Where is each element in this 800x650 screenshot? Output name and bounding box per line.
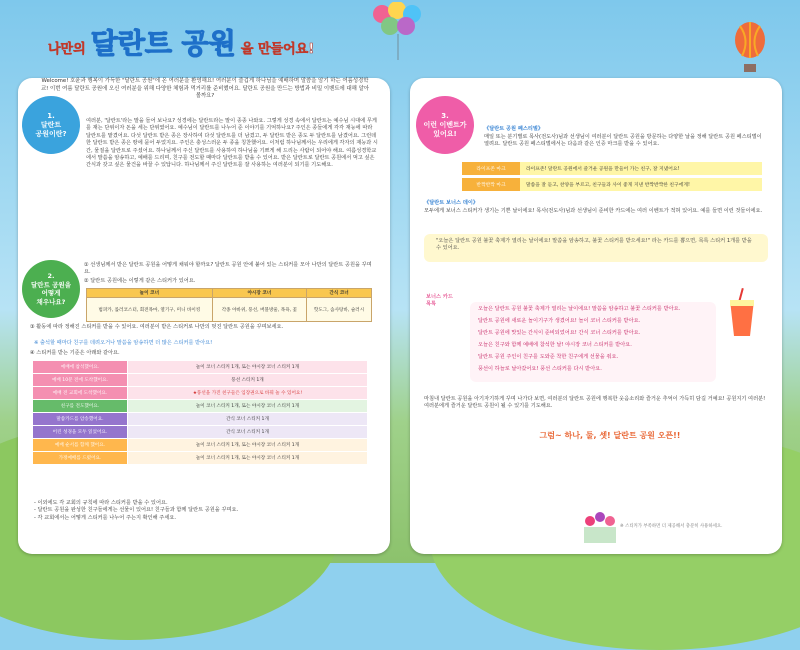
sticker-cell: 범퍼카, 롤러코스터, 회전목마, 열기구, 미니 바이킹 [87,298,213,322]
section2-p4: ④ 스티커를 받는 기준은 아래와 같아요. [30,350,120,356]
balloons-icon [370,2,430,62]
section1-num: 1. [47,111,55,120]
title-prefix: 나만의 [48,42,86,57]
sticker-header: 야시장 코너 [212,289,306,298]
stamp-key: 반짝반짝 마크 [462,178,520,191]
quote-text: "오늘은 달란트 공원 불꽃 축제가 열리는 날이에요! 말씀을 암송하고, 불꽃 스티커를 받으세요!" 라는 카드를 뽑으면, 목록 스티커 1개를 받을 수 있어요. [436,238,752,252]
title-suffix: 을 만들어요! [240,42,315,57]
section3-title: 이런 이벤트가 있어요! [423,120,467,138]
closing-text: 마침내 달란트 공원을 아기자기하게 꾸며 나가다 보면, 여러분의 달란트 공원에 행복한 웃음소리와 즐거운 추억이 가득히 담길 거예요! 공원지기 여러분! 여러분에게 즐거운 달란트 공원이 될 수 있기를 기도해요. [424,396,766,410]
schedule-key: 말씀카드를 암송했어요. [33,413,128,426]
sticker-schedule [32,360,368,465]
festival-heading: 《달란트 공원 페스티벌》 [484,126,544,132]
stamp-row [462,178,762,191]
schedule-key: 어린 성경을 모두 읽었어요. [33,426,128,439]
schedule-key: 예배에 참석했어요. [33,361,128,374]
schedule-value: 놀이 코너 스티커 1개, 또는 야시장 코너 스티커 1개 [128,400,368,413]
sticker-cell: 각종 야바위, 풍선, 버블방울, 목욕, 꽃 [212,298,306,322]
page-title [48,22,314,62]
schedule-value: 간식 코너 스티커 1개 [128,413,368,426]
sticker-header: 간식 코너 [307,289,372,298]
bonus-body: 모두에게 보너스 스티커가 생기는 기쁜 날이에요! 목사(전도사)님과 선생님이 준비한 카드에는 여러 이벤트가 적혀 있어요. 예를 들면 이런 것들이에요. [424,208,763,214]
bonus-card-item: 오늘은 달란트 공원 불꽃 축제가 열리는 날이에요! 말씀을 암송하고 불꽃 스티커를 받아요. [478,306,681,312]
section1-title: 달란트 공원이란? [35,120,67,138]
bonus-card-item: 달란트 공원에 맛있는 간식이 준비되었어요! 간식 코너 스티커를 받아요. [478,330,641,336]
schedule-value: 풍선 스티커 1개 [128,374,368,387]
footnote: ※ 스티커가 부족하면 더 제공해서 충분히 사용하세요. [620,524,723,529]
section2-p3: ③ 활동에 따라 정해진 스티커를 받을 수 있어요. 여러분이 받은 스티커로 나만의 멋진 달란트 공원을 꾸며보세요. [30,324,284,330]
schedule-value: 놀이 코너 스티커 1개, 또는 야시장 코너 스티커 1개 [128,361,368,374]
welcome-text: Welcome! 호윤과 행복이 가득한 "달란트 공원"에 온 여러분을 환영해요! 여러분이 즐겁게 하나님을 예배하며 말씀을 암기 하는 여름성경학교! 이번 여름 달란트 공원에 오신 여러분을 위해 다양한 체험과 먹거리를 준비했어요. 달란트 공원을 만드는 방법과 비밀 이벤트에 대해 알아볼까요? [40,78,370,100]
bonus-heading: 《달란트 보너스 데이》 [424,200,479,206]
bonus-card-title: 보너스 카드 목록 [426,294,453,308]
hot-air-balloon-icon [730,20,770,80]
bonus-card-item: 달란트 공원에 새로운 놀이기구가 생겼어요! 놀이 코너 스티커를 받아요. [478,318,641,324]
section2-num: 2. [47,272,55,280]
schedule-value: 간식 코너 스티커 1개 [128,426,368,439]
title-main: 달란트 공원 [90,27,236,60]
stamp-value: 라이프존! 달란트 공원에서 즐거운 공원을 만들어 가는 친구, 잘 지냈어요! [520,162,762,175]
section2-p1: ① 선생님께서 받은 달란트 공원을 어떻게 채워야 할까요? 달란트 공원 안에 붙어 있는 스티커를 모아 나만의 달란트 공원을 꾸며요. [84,262,372,276]
section2-p2: ② 달란트 공원에는 이렇게 같은 스티커가 있어요. [84,278,196,284]
schedule-value: 놀이 코너 스티커 1개, 또는 야시장 코너 스티커 1개 [128,439,368,452]
stamp-row [462,162,762,175]
section2-p3-note: ※ 출석할 때마다 친구를 데려오거나 말씀을 암송하면 더 많은 스티커를 받아요! [34,340,213,346]
schedule-value: 놀이 코너 스티커 1개, 또는 야시장 코너 스티커 1개 [128,452,368,465]
section2-title: 달란트 공원을 어떻게 채우나요? [31,280,71,306]
flowers-icon [580,505,620,545]
schedule-key: 가정예배를 드렸어요. [33,452,128,465]
festival-body: 매일 또는 분기별로 목사(전도사)님과 선생님이 여러분이 달란트 공원을 방문하는 다양한 날을 정해 달란트 공원 페스티벌이 열려요. 달란트 공원 페스티벌에서는 다음과 같은 인증 마크를 받을 수 있어요. [484,134,762,148]
sticker-table [86,288,372,322]
schedule-key: 예배 10분 전에 도착했어요. [33,374,128,387]
open-shout: 그럼~ 하나, 둘, 셋! 달란트 공원 오픈!! [539,431,681,440]
schedule-key: 예배 순서를 함께 했어요. [33,439,128,452]
section2-note: - 이외에도 각 교회의 규칙에 따라 스티커를 받을 수 있어요. - 달란트 공원을 완성한 친구들에게는 선물이 있어요! 친구들과 함께 달란트 공원을 꾸며요. - 각 교회에서는 어떻게 스티커를 나누어 주는지 확인해 주세요. [34,500,239,521]
schedule-key: 예배 전 교회에 도착했어요. [33,387,128,400]
bonus-card-item: 달란트 공원 주인이 친구를 도와준 착한 친구에게 선물을 줘요. [478,354,619,360]
section3-badge [416,96,474,154]
sticker-header: 놀이 코너 [87,289,213,298]
bonus-card-item: 오늘은 친구와 함께 예배에 참석한 날! 야시장 코너 스티커를 받아요. [478,342,632,348]
sticker-cell: 핫도그, 솜사탕바, 슬러시 [307,298,372,322]
section3-num: 3. [441,111,449,120]
drink-cup-icon [724,288,760,338]
stamp-key: 라이프존 마크 [462,162,520,175]
schedule-value: ★풍선을 가진 친구들은 입장권으로 바꿔 놀 수 있어요! [128,387,368,400]
section1-body: 여러분, '달란트'라는 말을 들어 보나요? 성경에는 달란트라는 말이 종종 나와요. 그렇게 성경 속에서 달란트는 예수님 시대에 무게를 재는 단위이자 돈을 세는 단위였어요. 예수님이 달란트를 나누어 준 이야기를 기억하나요? 주인은 종들에게 각각 재능에 따라 달란트를 맡겼어요. 다섯 달란트 받은 종은 장사하여 다섯 달란트를 더 남겼고, 두 달란트 받은 종도 두 달란트를 남겼어요. 그런데 한 달란트 받은 종은 땅에 묻어 두었지요. 주인은 충성스러운 두 종을 칭찬했어요. 이처럼 하나님께서는 우리에게 각자의 재능과 시간, 물질을 달란트로 주셨어요. 하나님께서 주신 달란트를 사용하여 하나님을 기쁘게 해 드리는 사람이 되어야 해요. 여름성경학교에서 말씀을 암송하고, 예배를 드리며, 친구를 전도할 때마다 달란트를 받을 수 있어요. 받은 달란트로 달란트 공원에서 먹고 싶은 간식과 갖고 싶은 물건을 바꿀 수 있답니다. 하나님께서 주신 달란트를 잘 사용하는 여러분이 되기를 기도해요. [86,118,378,169]
schedule-key: 친구를 전도했어요. [33,400,128,413]
section2-badge [22,260,80,318]
section1-badge [22,96,80,154]
bonus-card-item: 풍선이 하늘로 날아갔어요! 풍선 스티커를 다시 받아요. [478,366,602,372]
stamp-value: 말씀을 잘 듣고, 찬양을 부르고, 친구들과 사이 좋게 지낸 반짝반짝한 친구에게! [520,178,762,191]
